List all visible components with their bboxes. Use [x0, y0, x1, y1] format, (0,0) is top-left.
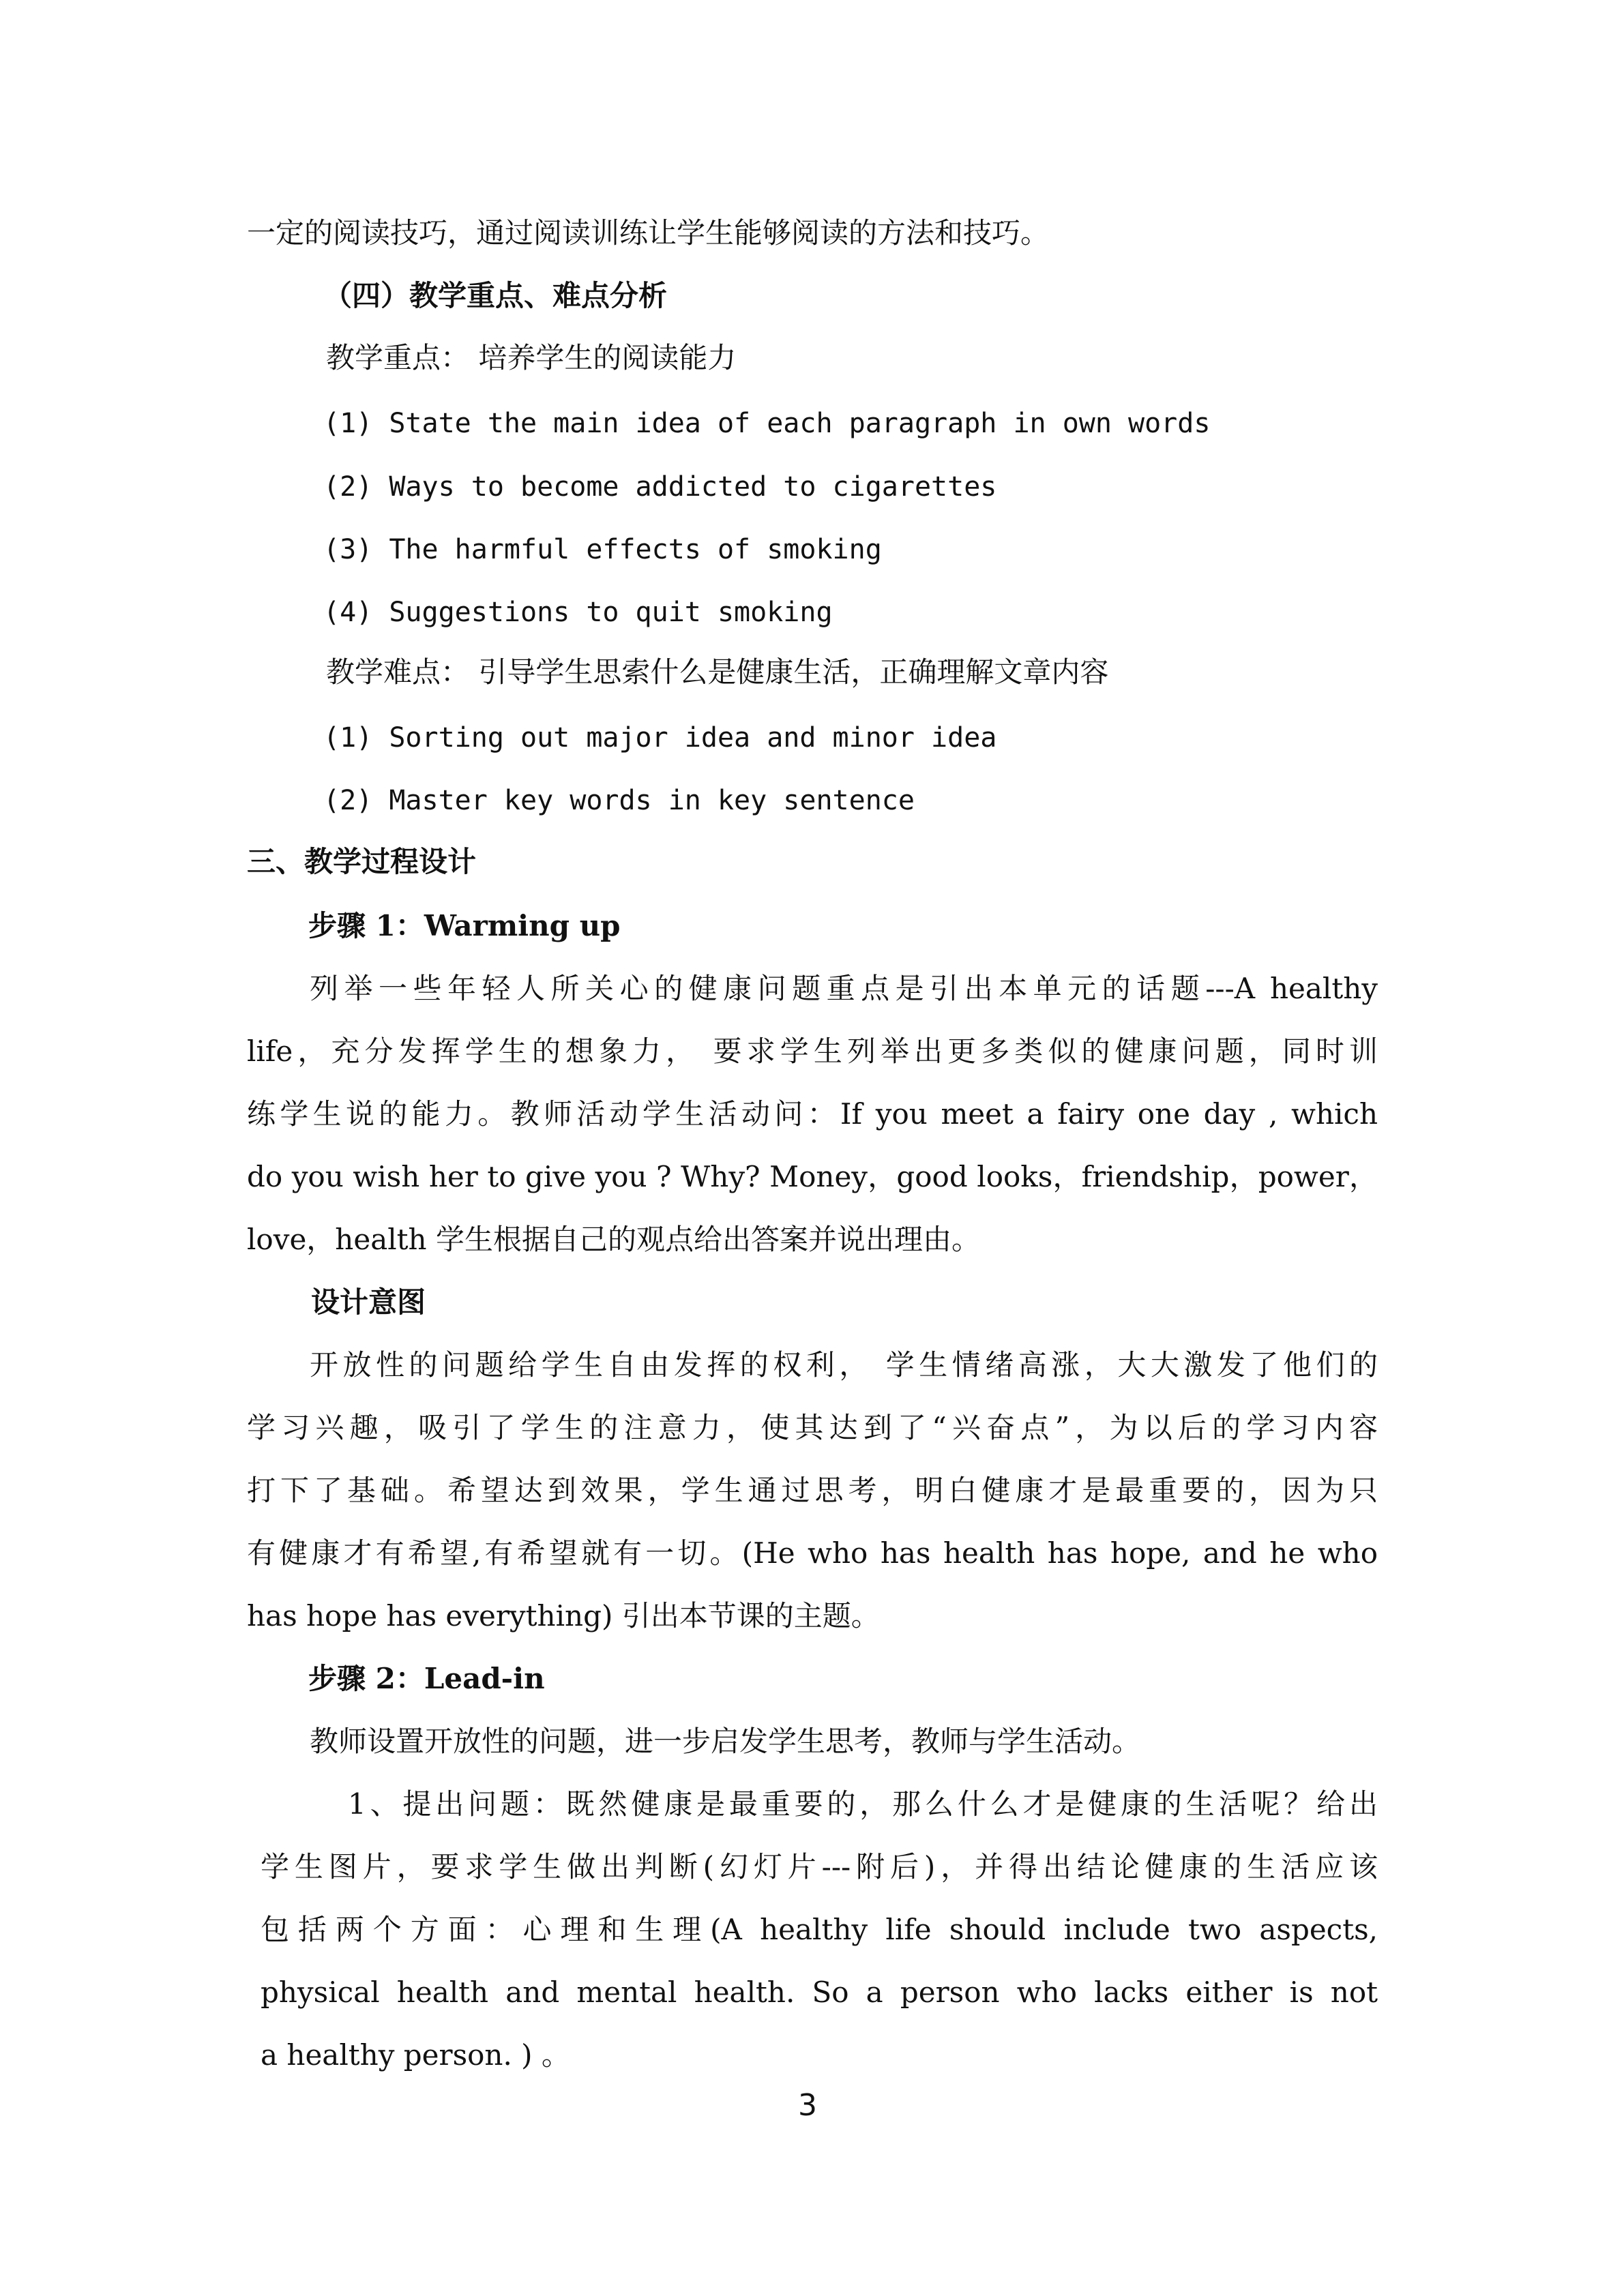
paragraph-line: 练学生说的能力。教师活动学生活动问：If you meet a fairy one day , which [247, 1097, 1378, 1131]
difficulty-item: (2) Master key words in key sentence [323, 785, 915, 816]
paragraph-line: 列举一些年轻人所关心的健康问题重点是引出本单元的话题---A healthy [310, 972, 1378, 1005]
intent-heading: 设计意图 [311, 1285, 426, 1319]
focus-item: (4) Suggestions to quit smoking [323, 597, 833, 628]
paragraph-line: 打下了基础。希望达到效果，学生通过思考，明白健康才是最重要的，因为只 [247, 1474, 1378, 1507]
list-item-line: a healthy person. ) 。 [261, 2038, 570, 2072]
paragraph-line: 教师设置开放性的问题，进一步启发学生思考，教师与学生活动。 [310, 1725, 1141, 1758]
paragraph-line: 学习兴趣，吸引了学生的注意力，使其达到了“兴奋点”，为以后的学习内容 [247, 1411, 1378, 1444]
list-item-line: 学生图片，要求学生做出判断(幻灯片---附后)，并得出结论健康的生活应该 [261, 1850, 1378, 1883]
list-item-line: 包括两个方面：心理和生理(A healthy life should include two aspects, [261, 1913, 1378, 1946]
focus-item: (1) State the main idea of each paragraph in own words [323, 408, 1211, 439]
section-heading: （四）教学重点、难点分析 [323, 279, 668, 312]
paragraph-line: 有健康才有希望,有希望就有一切。(He who has health has hope, and he who [247, 1536, 1378, 1570]
difficulty-item: (1) Sorting out major idea and minor idea [323, 722, 997, 754]
difficulty-heading: 教学难点： 引导学生思索什么是健康生活，正确理解文章内容 [326, 655, 1109, 689]
paragraph-line: life，充分发挥学生的想象力， 要求学生列举出更多类似的健康问题，同时训 [247, 1034, 1378, 1068]
focus-heading: 教学重点： 培养学生的阅读能力 [326, 341, 737, 374]
paragraph-line: 一定的阅读技巧，通过阅读训练让学生能够阅读的方法和技巧。 [247, 216, 1050, 250]
focus-item: (3) The harmful effects of smoking [323, 534, 882, 565]
page-number: 3 [798, 2088, 817, 2123]
step-heading: 步骤 1：Warming up [308, 909, 621, 942]
paragraph-line: do you wish her to give you ? Why? Money，good looks，friendship，power， [247, 1160, 1378, 1193]
list-item-line: 1、提出问题：既然健康是最重要的，那么什么才是健康的生活呢？给出 [348, 1787, 1378, 1821]
paragraph-line: love，health 学生根据自己的观点给出答案并说出理由。 [247, 1223, 980, 1256]
paragraph-line: has hope has everything) 引出本节课的主题。 [247, 1599, 880, 1632]
paragraph-line: 开放性的问题给学生自由发挥的权利， 学生情绪高涨，大大激发了他们的 [310, 1348, 1378, 1382]
focus-item: (2) Ways to become addicted to cigarettes [323, 471, 997, 503]
step-heading: 步骤 2：Lead-in [308, 1662, 545, 1695]
section-heading: 三、教学过程设计 [247, 845, 477, 878]
list-item-line: physical health and mental health. So a person who lacks either is not [261, 1976, 1378, 2009]
